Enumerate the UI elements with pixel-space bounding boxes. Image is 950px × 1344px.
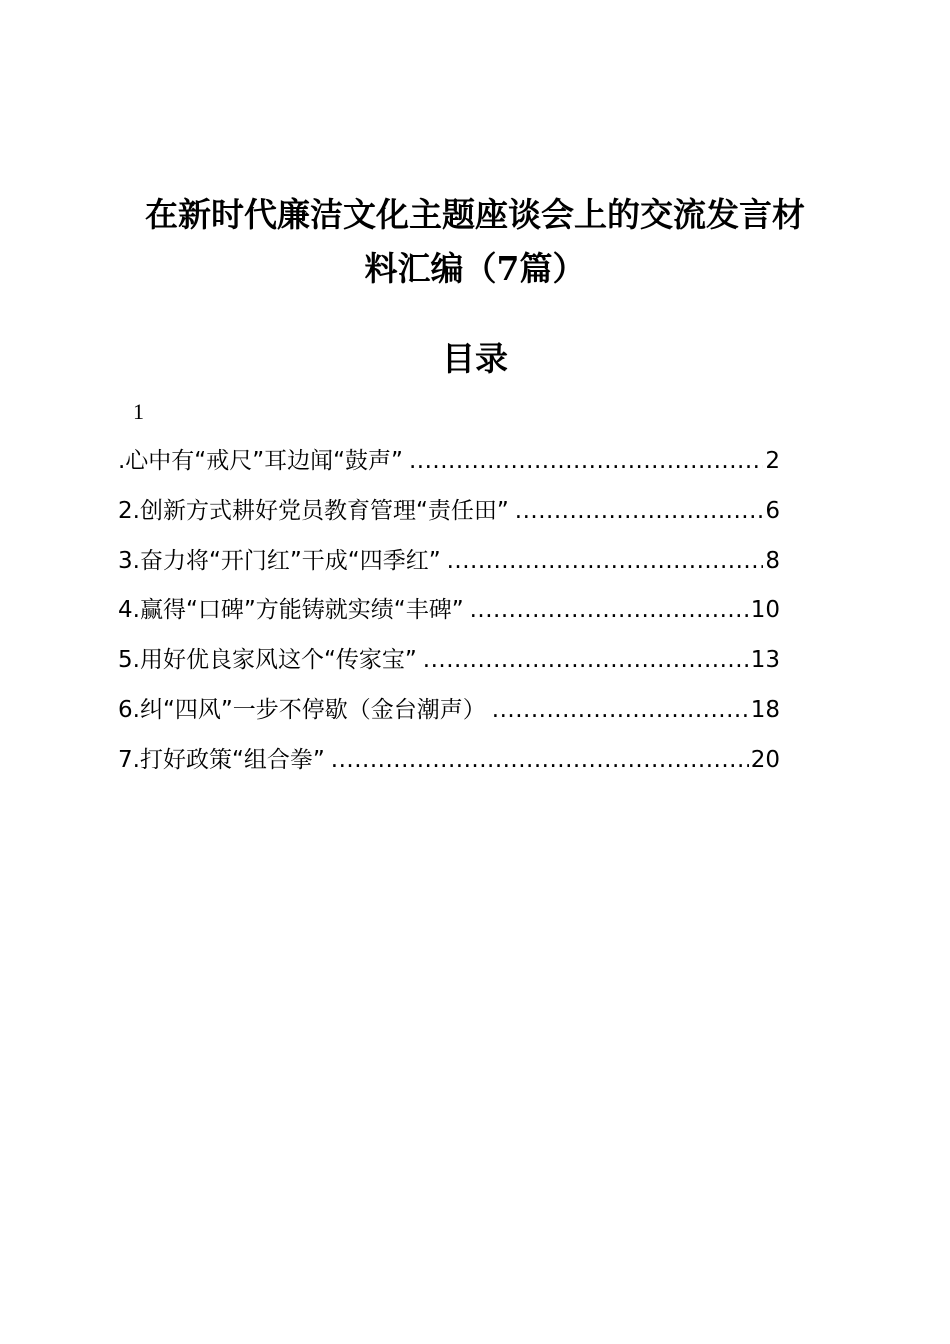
toc-stray-number: 1 bbox=[133, 399, 144, 424]
toc-item-6[interactable] bbox=[118, 690, 780, 740]
toc-dot-leader bbox=[409, 441, 763, 481]
toc-dot-leader bbox=[447, 541, 764, 581]
toc-item-text: .心中有“戒尺”耳边闻“鼓声” bbox=[118, 448, 403, 474]
toc-dot-leader bbox=[331, 740, 749, 780]
table-of-contents bbox=[118, 441, 780, 790]
toc-dot-leader bbox=[423, 640, 749, 680]
toc-page-number: 8 bbox=[765, 547, 780, 574]
toc-dot-leader bbox=[492, 690, 749, 730]
toc-item-2[interactable] bbox=[118, 491, 780, 541]
toc-item-text: 5.用好优良家风这个“传家宝” bbox=[118, 647, 417, 674]
toc-item-text: 7.打好政策“组合拳” bbox=[118, 746, 325, 773]
toc-item-3[interactable] bbox=[118, 541, 780, 591]
toc-item-text: 6.纠“四风”一步不停歇（金台潮声） bbox=[118, 696, 486, 723]
toc-dot-leader bbox=[470, 590, 749, 630]
toc-page-number: 13 bbox=[750, 647, 780, 674]
toc-item-text: 2.创新方式耕好党员教育管理“责任田” bbox=[118, 497, 509, 524]
toc-item-1[interactable] bbox=[118, 441, 780, 491]
toc-item-text: 3.奋力将“开门红”干成“四季红” bbox=[118, 547, 441, 574]
document-title bbox=[110, 188, 840, 296]
toc-page-number: 20 bbox=[750, 746, 780, 773]
toc-page-number: 6 bbox=[765, 497, 780, 524]
toc-item-5[interactable] bbox=[118, 640, 780, 690]
document-title-line-2: 料汇编（7篇） bbox=[364, 249, 586, 288]
toc-dot-leader bbox=[515, 491, 764, 531]
toc-item-4[interactable] bbox=[118, 590, 780, 640]
toc-page-number: 10 bbox=[750, 597, 780, 624]
toc-page-number: 2 bbox=[765, 448, 780, 474]
toc-item-7[interactable] bbox=[118, 740, 780, 790]
toc-item-text: 4.赢得“口碑”方能铸就实绩“丰碑” bbox=[118, 597, 464, 624]
toc-page-number: 18 bbox=[750, 696, 780, 723]
toc-heading: 目录 bbox=[442, 339, 508, 378]
document-title-line-1: 在新时代廉洁文化主题座谈会上的交流发言材 bbox=[145, 195, 805, 234]
